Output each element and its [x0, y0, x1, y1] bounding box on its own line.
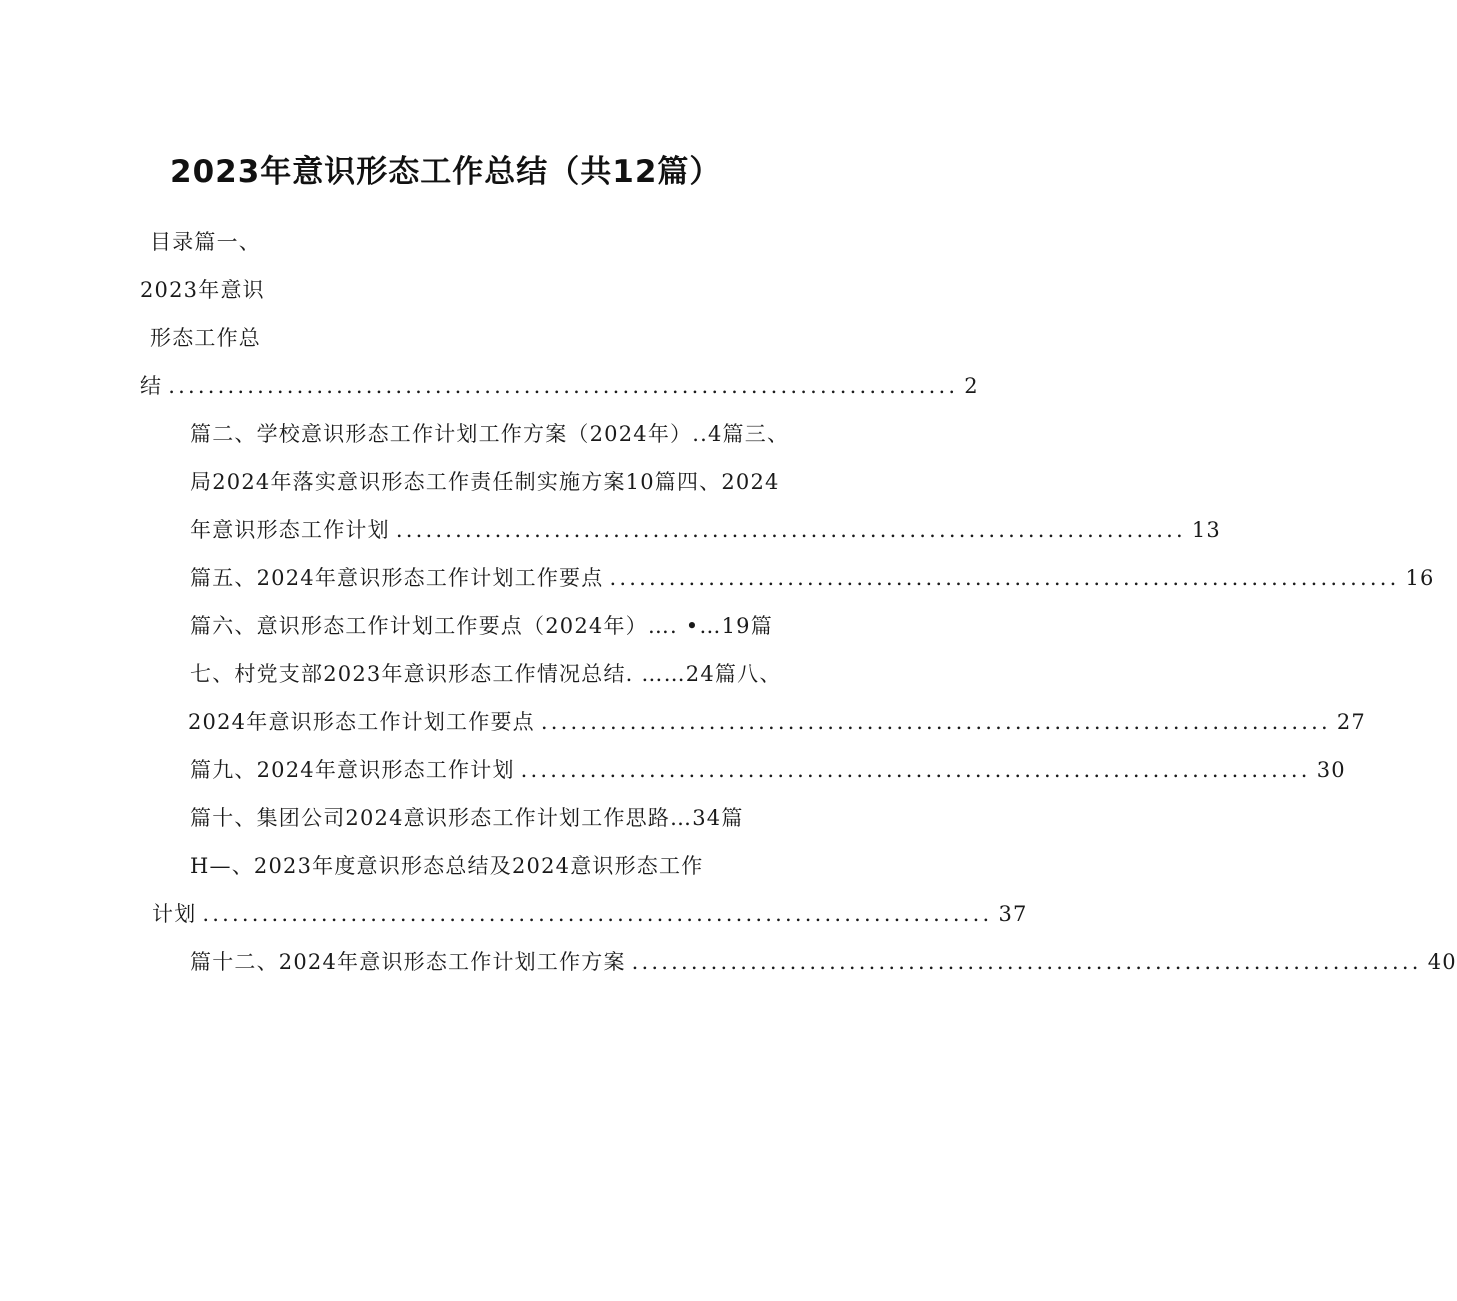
leader-dots: ................................................................................: [631, 950, 1422, 974]
leader-dots: ................................................................................: [202, 902, 993, 926]
toc-page-number: 37: [998, 902, 1028, 926]
toc-entry-text: 篇五、2024年意识形态工作计划工作要点: [190, 566, 604, 590]
leader-dots: ................................................................................: [520, 758, 1311, 782]
toc-entry-4[interactable]: [190, 516, 1221, 544]
toc-entry-9[interactable]: [190, 756, 1346, 784]
toc-entry-text: 结: [140, 374, 163, 398]
toc-line[interactable]: 篇十、集团公司2024意识形态工作计划工作思路…34篇: [190, 806, 744, 830]
toc-entry-12[interactable]: [190, 948, 1457, 976]
toc-entry-1[interactable]: [140, 372, 979, 400]
toc-page-number: 16: [1405, 566, 1435, 590]
toc-page-number: 13: [1191, 518, 1221, 542]
toc-line: 2023年意识: [140, 278, 265, 302]
toc-entry-text: 年意识形态工作计划: [190, 518, 390, 542]
toc-page-number: 40: [1427, 950, 1457, 974]
toc-line-heading: 目录篇一、: [150, 230, 261, 254]
leader-dots: ................................................................................: [609, 566, 1400, 590]
toc-line[interactable]: 篇六、意识形态工作计划工作要点（2024年）…. •…19篇: [190, 614, 773, 638]
toc-page-number: 27: [1336, 710, 1366, 734]
toc-line[interactable]: H—、2023年度意识形态总结及2024意识形态工作: [190, 854, 704, 878]
leader-dots: ................................................................................: [395, 518, 1186, 542]
document-title: 2023年意识形态工作总结（共12篇）: [170, 154, 722, 190]
toc-entry-text: 计划: [152, 902, 197, 926]
toc-line: 形态工作总: [150, 326, 261, 350]
toc-entry-text: 篇十二、2024年意识形态工作计划工作方案: [190, 950, 626, 974]
leader-dots: ................................................................................: [540, 710, 1331, 734]
leader-dots: ................................................................................: [168, 374, 959, 398]
toc-line[interactable]: 篇二、学校意识形态工作计划工作方案（2024年）..4篇三、: [190, 422, 790, 446]
toc-page-number: 2: [964, 374, 979, 398]
toc-entry-text: 2024年意识形态工作计划工作要点: [188, 710, 535, 734]
toc-line[interactable]: 局2024年落实意识形态工作责任制实施方案10篇四、2024: [190, 470, 780, 494]
toc-entry-5[interactable]: [190, 564, 1435, 592]
toc-line[interactable]: 七、村党支部2023年意识形态工作情况总结. ……24篇八、: [190, 662, 782, 686]
toc-entry-11[interactable]: [152, 900, 1028, 928]
toc-entry-8[interactable]: [188, 708, 1366, 736]
toc-page-number: 30: [1316, 758, 1346, 782]
toc-entry-text: 篇九、2024年意识形态工作计划: [190, 758, 515, 782]
